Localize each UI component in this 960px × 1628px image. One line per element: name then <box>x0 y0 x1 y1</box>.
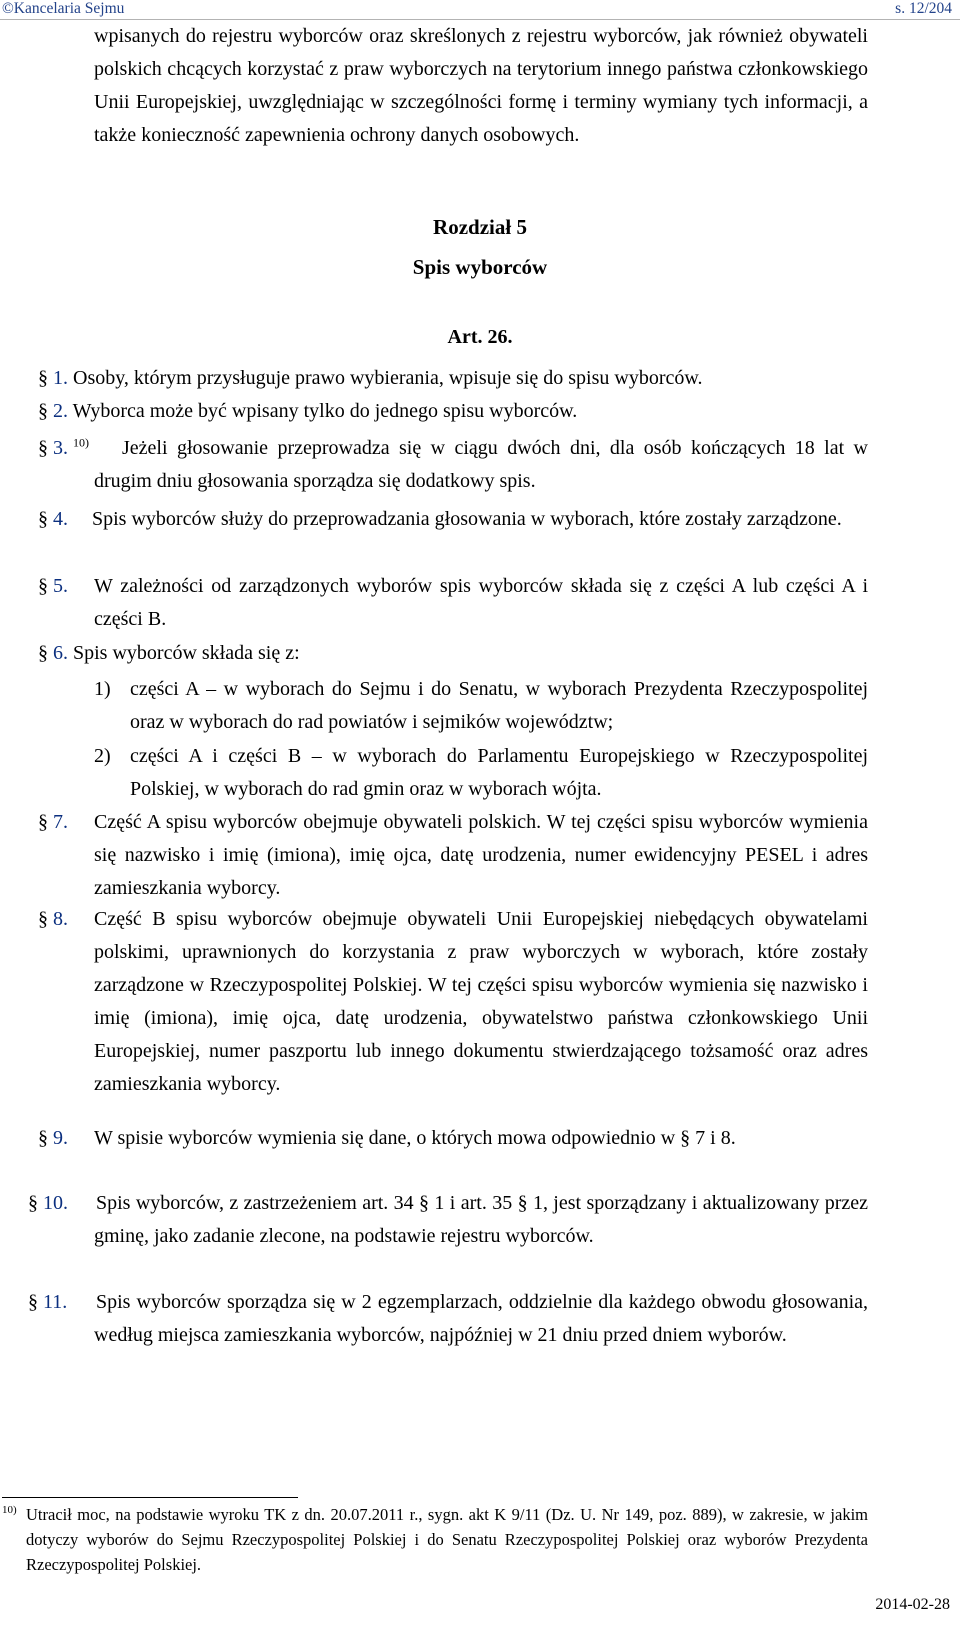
section-2 <box>38 395 868 428</box>
section-6 <box>38 637 868 670</box>
point-1-number: 1) <box>94 678 111 700</box>
section-4-label <box>38 503 68 536</box>
section-9-text: W spisie wyborców wymienia się dane, o których mowa odpowiednio w § 7 i 8. <box>94 1127 736 1149</box>
section-11-label <box>28 1286 67 1319</box>
section-sign: § <box>38 508 48 530</box>
section-sign: § <box>38 437 48 459</box>
section-sign: § <box>38 575 48 597</box>
section-text: Osoby, którym przysługuje prawo wybierania, wpisuje się do spisu wyborców. <box>73 367 703 389</box>
footnote-rule <box>2 1497 298 1498</box>
header-source: ©Kancelaria Sejmu <box>2 0 125 17</box>
chapter-number: Rozdział 5 <box>433 215 527 239</box>
document-date: 2014-02-28 <box>875 1596 950 1613</box>
point-2-text: części A i części B – w wyborach do Parlamentu Europejskiego w Rzeczypospolitej Polskiej, w wyborach do rad gmin oraz w wyborach wójta. <box>130 745 868 800</box>
point-2-number: 2) <box>94 745 111 767</box>
section-3-text: Jeżeli głosowanie przeprowadza się w ciągu dwóch dni, dla osób kończących 18 lat w drugim dniu głosowania sporządza się dodatkowy spis. <box>94 437 868 492</box>
section-sign: § <box>38 642 48 664</box>
section-4-text: Spis wyborców służy do przeprowadzania głosowania w wyborach, które zostały zarządzone. <box>92 508 842 530</box>
footnote-text: Utracił moc, na podstawie wyroku TK z dn. 20.07.2011 r., sygn. akt K 9/11 (Dz. U. Nr 149, poz. 889), w zakresie, w jakim dotyczy wyborów do Sejmu Rzeczypospolitej Polskiej i do Senatu Rzeczypospolitej Polskiej oraz wyborów Prezydenta Rzeczypospolitej Polskiej. <box>26 1505 868 1574</box>
section-number: 8. <box>53 908 68 930</box>
section-8-label <box>38 903 68 936</box>
section-number: 11. <box>43 1291 68 1313</box>
article-heading: Art. 26. <box>447 326 513 348</box>
section-number: 9. <box>53 1127 68 1149</box>
section-7-label <box>38 806 68 839</box>
section-sign: § <box>38 908 48 930</box>
section-number: 5. <box>53 575 68 597</box>
section-sign: § <box>38 400 48 422</box>
section-8-text: Część B spisu wyborców obejmuje obywateli Unii Europejskiej niebędących obywatelami polskimi, uprawnionych do korzystania z praw wyborczych w wyborach, które zostały zarządzone w Rzeczypospolitej Polskiej. W tej części spisu wyborców wymienia się nazwisko i imię (imiona), imię ojca, datę urodzenia, obywatelstwo państwa członkowskiego Unii Europejskiej, numer paszportu lub innego dokumentu stwierdzającego tożsamość oraz adres zamieszkania wyborcy. <box>94 908 868 1095</box>
section-number: 7. <box>53 811 68 833</box>
section-number: 1. <box>53 367 68 389</box>
section-3-label <box>38 432 89 465</box>
section-1 <box>38 362 868 395</box>
intro-text: wpisanych do rejestru wyborców oraz skreślonych z rejestru wyborców, jak również obywateli polskich chcących korzystać z praw wyborczych na terytorium innego państwa członkowskiego Unii Europejskiej, uwzględniając w szczególności formę i terminy wymiany tych informacji, a także konieczność zapewnienia ochrony danych osobowych. <box>94 25 868 146</box>
section-text: Spis wyborców składa się z: <box>73 642 300 664</box>
section-11-text: Spis wyborców sporządza się w 2 egzemplarzach, oddzielnie dla każdego obwodu głosowania, według miejsca zamieszkania wyborców, najpóźniej w 21 dniu przed dniem wyborów. <box>94 1291 868 1346</box>
section-9-label <box>38 1122 68 1155</box>
section-5-label <box>38 570 68 603</box>
section-number: 3. <box>53 437 68 459</box>
intro-paragraph <box>94 20 868 152</box>
section-sign: § <box>28 1192 38 1214</box>
section-sign: § <box>38 367 48 389</box>
section-number: 2. <box>53 400 68 422</box>
section-sign: § <box>28 1291 38 1313</box>
section-number: 10. <box>43 1192 68 1214</box>
section-text: Wyborca może być wpisany tylko do jednego spisu wyborców. <box>72 400 578 422</box>
footnote-mark: 10) <box>2 1504 17 1516</box>
section-7-text: Część A spisu wyborców obejmuje obywateli polskich. W tej części spisu wyborców wymienia się nazwisko i imię (imiona), imię ojca, datę urodzenia, numer ewidencyjny PESEL i adres zamieszkania wyborcy. <box>94 811 868 899</box>
section-sign: § <box>38 1127 48 1149</box>
footnote-reference: 10) <box>73 435 89 450</box>
section-10-text: Spis wyborców, z zastrzeżeniem art. 34 § 1 i art. 35 § 1, jest sporządzany i aktualizowany przez gminę, jako zadanie zlecone, na podstawie rejestru wyborców. <box>94 1192 868 1247</box>
section-5-text: W zależności od zarządzonych wyborów spis wyborców składa się z części A lub części A i części B. <box>94 575 868 630</box>
chapter-title: Spis wyborców <box>412 255 548 279</box>
section-number: 4. <box>53 508 68 530</box>
point-1-text: części A – w wyborach do Sejmu i do Senatu, w wyborach Prezydenta Rzeczypospolitej oraz w wyborach do rad powiatów i sejmików województw; <box>130 678 868 733</box>
section-10-label <box>28 1187 68 1220</box>
section-sign: § <box>38 811 48 833</box>
section-number: 6. <box>53 642 68 664</box>
header-page-number: s. 12/204 <box>895 0 952 17</box>
